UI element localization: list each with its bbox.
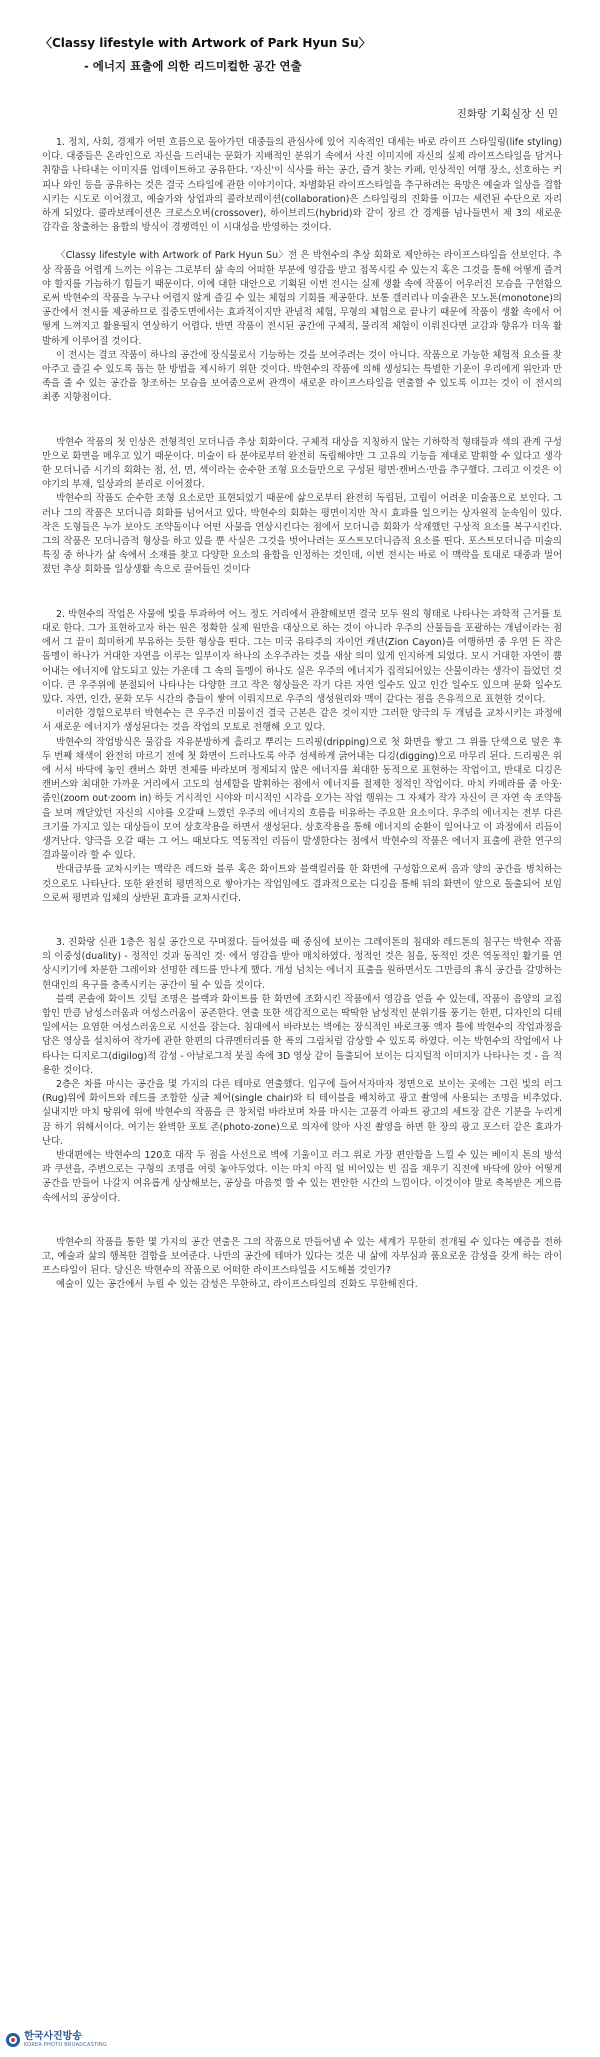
paragraph: 박현수의 작품도 순수한 조형 요소로만 표현되었기 때문에 삶으로부터 완전히 독립된, 고립이 어려운 미술품으로 보인다. 그러나 그의 작품은 모더니즘 회화를 넘어서고 있다. 박현수의 회화는 평면이지만 착시 효과를 일으키는 상자원적 눈속임이 있다. 작은 도형들은 누가 보아도 조약돌이나 어떤 사물을 연상시킨다는 점에서 모더니즘 회화가 삭제했던 구상적 요소를 복구시킨다. 그의 작품은 모더니즘적 형상을 하고 있을 뿐 사실은 그것을 벗어나려는 포스트모더니즘적 요소를 띤다. 포스트모더니즘 미술의 특징 중 하나가 삶 속에서 소재를 찾고 다양한 요소의 융합을 인정하는 것인데, 이번 전시는 바로 이 맥락을 토대로 대중과 멀어졌던 추상 회화를 일상생활 속으로 끌어들인 것이다 xyxy=(42,493,562,576)
paragraph: 예술이 있는 공간에서 누릴 수 있는 감성은 무한하고, 라이프스타일의 진화도 무한해진다. xyxy=(56,1279,418,1291)
paragraph: 2층은 차를 마시는 공간을 몇 가지의 다른 테마로 연출했다. 입구에 들어서자마자 정면으로 보이는 곳에는 그린 빛의 러그(Rug)위에 화이트와 레드를 조합한 싱글 체어(single chair)와 티 테이블을 배치하고 광고 촬영에 사용되는 조명을 비추었다. 실내지만 마치 땅위에 위에 박현수의 작품을 큰 창처럼 바라보며 차를 마시는 고품격 아파트 광고의 세트장 같은 기분을 누리게끔 하기 위해서이다. 여기는 완벽한 포토 존(photo-zone)으로 의자에 앉아 사진 촬영을 하면 한 장의 광고 포스터 같은 효과가 난다. xyxy=(42,1078,562,1147)
paragraph: 박현수 작품의 첫 인상은 전형적인 모더니즘 추상 회화이다. 구체적 대상을 지칭하지 않는 기하학적 형태들과 색의 관계 구성만으로 화면을 메우고 있기 때문이다. 미술이 타 분야로부터 완전히 독립해야만 그 고유의 기능을 제대로 발휘할 수 있다고 생각한 모더니즘 시기의 회화는 점, 선, 면, 색이라는 순수한 조형 요소들만으로 구성된 평면·캔버스·만을 추구했다. 그리고 이것은 이야기의 부재, 일상과의 분리로 이어졌다. xyxy=(42,436,562,491)
paragraph: 이러한 경험으로부터 박현수는 큰 우주건 미물이건 결국 근본은 같은 것이지만 그러한 양극의 두 개념을 교차시키는 과정에서 새로운 에너지가 생성된다는 것을 작업의 모토로 전행해 오고 있다. xyxy=(42,708,562,734)
paragraph: 블랙 콘솔에 화이트 깃털 조명은 블랙과 화이트를 한 화면에 조화시킨 작품에서 영감을 얻을 수 있는데, 작품이 음양의 교집합인 만큼 남성스러움과 여성스러움이 공존한다. 연출 또한 색감적으로는 딱딱한 남성적인 분위기를 풍기는 한편, 디자인의 디테일에서는 요염한 여성스러움으로 시선을 잡는다. 침대에서 바라보는 벽에는 장식적인 바로크풍 액자 틀에 박현수의 작업과정을 담은 영상을 설치하여 작가에 관한 한편의 다큐멘터리를 한 폭의 그림처럼 감상할 수 있도록 하였다. 이는 박현수의 작업에서 나타나는 디지로그(digilog)적 감성 - 아날로그적 붓질 속에 3D 영상 같이 돌출되어 보이는 디지털적 이미지가 나타나는 것 - 을 적용한 것이다. xyxy=(42,993,562,1076)
paragraph: 반대편에는 박현수의 120호 대작 두 점을 사선으로 벽에 기울이고 러그 위로 가장 편안함을 느낄 수 있는 베이지 톤의 방석과 쿠션을, 주변으로는 구형의 조명을 여럿 놓아두었다. 이는 마치 아직 덜 비어있는 빈 집을 채우기 직전에 바닥에 앉아 어떻게 공간을 만들어 나갈지 여유롭게 상상해보는, 공상을 마음껏 할 수 있는 편안한 시간의 느낌이다. 이것이야 말로 축복받은 게으름 속에서의 공상이다. xyxy=(42,1150,562,1204)
paragraph: 박현수의 작업방식은 물감을 자유분방하게 흘리고 뿌리는 드리핑(dripping)으로 첫 화면을 쌓고 그 위를 단색으로 덮은 후 두 번째 채색이 완전히 마르기 전에 첫 화면이 드러나도록 아주 섬세하게 긁어내는 디깅(digging)으로 마무리 된다. 드리핑은 위에 서서 바닥에 놓인 캔버스 화면 전체를 바라보며 정제되지 않은 에너지를 최대한 동적으로 표현하는 작업이고, 반대로 디깅은 캔버스와 최대한 가까운 거리에서 고도의 섬세함을 발휘하는 점에서 에너지를 절제한 정적인 작업이다. 마치 카메라를 줌 아웃·줌인(zoom out·zoom in) 하듯 거시적인 시야와 미시적인 시각을 오가는 작업 행위는 그 자체가 작가 자신이 큰 자연 속 조약돌을 보며 깨닫았던 자신의 시야를 오갈때 느꼈던 우주의 에너지의 흐름을 비유하는 주요한 요소이다. 우주의 에너지는 전부 다른 크기를 가지고 있는 대상들이 모여 상호작용을 하면서 생성된다. 상호작용을 통해 에너지의 순환이 일어나고 이 과정에서 리듬이 생겨난다. 양극을 오갈 때는 그 어느 때보다도 역동적인 리듬이 발생한다는 점에서 박현수의 작품은 에너지 표출에 관한 연구의 결과물이라 할 수 있다. xyxy=(42,736,562,862)
section-5 xyxy=(42,936,562,1206)
paragraph: 박현수의 작품을 통한 몇 가지의 공간 연출은 그의 작품으로 만들어낼 수 있는 세계가 무한히 전개될 수 있다는 예증을 전하고, 예술과 삶의 행복한 결합을 보여준다. 나만의 공간에 테마가 있다는 것은 내 삶에 자부심과 품요로운 감성을 갖게 하는 라이프스타일이 된다. 당신은 박현수의 작품으로 어떠한 라이프스타일을 시도해볼 것인가? xyxy=(42,1236,562,1277)
document-title: 〈Classy lifestyle with Artwork of Park Hyun Su〉 xyxy=(40,36,371,50)
logo-subtitle: KOREA PHOTO BROADCASTING xyxy=(24,2042,107,2048)
paragraph: 2. 박현수의 작업은 사물에 빛을 투과하여 어느 정도 거리에서 관찰해보면 결국 모두 원의 형태로 나타나는 과학적 근거를 토대로 한다. 그가 표현하고자 하는 원은 정확한 실제 원만을 대상으로 하는 것이 아니라 우주의 산물들을 포괄하는 개념이라는 점에서 그 끝이 희미하게 부유하는 듯한 형상을 띤다. 그는 미국 유타주의 자이언 캐년(Zion Cayon)을 여행하면 중 우연 든 작은 돌멩이 하나가 거대한 자연을 이루는 일부이자 하나의 소우주라는 것을 새삼 의미 있게 인지하게 되었다. 모시 거대한 자연이 뿜어내는 에너지에 압도되고 있는 가운데 그 속의 돌멩이 하나도 실은 우주의 에너지가 집적되어있는 산물이라는 생각이 들었던 것이다. 큰 우주위에 분절되어 나타나는 다양한 크고 작은 형상들은 각기 다른 자연 일수도 있고 인간 일수도 있으며 문화 일수도 있다. 자연, 인간, 문화 모두 시간의 층들이 쌓여 이뤄지므로 우주의 생성원리와 맥이 같다는 점을 은유적으로 표현한 것이다. xyxy=(42,608,562,705)
section-6 xyxy=(42,1236,562,1293)
section-4 xyxy=(42,608,562,906)
paragraph: 〈Classy lifestyle with Artwork of Park Hyun Su〉전 은 박현수의 추상 회화로 제안하는 라이프스타일을 선보인다. 추상 작품을 어렵게 느끼는 이유는 그로부터 삶 속의 어떠한 부분에 영감을 받고 접목시킬 수 있는지 혹은 그것을 통해 어떻게 즐겨야 할지를 가늠하기 힘들기 때문이다. 이에 대한 대안으로 기획된 이번 전시는 실제 생활 속에 작품이 어우러진 모습을 구현함으로써 박현수의 작품을 누구나 어렵지 않게 즐길 수 있는 체험의 기회를 제공한다. 보통 갤러리나 미술관은 모노톤(monotone)의 공간에서 전시를 제공하므로 집중도면에서는 효과적이지만 관념적 체험, 무형의 체험으로 끝나기 때문에 작품이 생활 속에서 어떻게 느껴지고 활용될지 연상하기 어렵다. 반면 작품이 전시된 공간에 구체적, 물리적 체험이 이뤄진다면 교감과 향유가 더욱 활발하게 이루어질 것이다. xyxy=(42,250,562,347)
author-byline: 진화랑 기획실장 신 민 xyxy=(456,108,558,120)
paragraph: 반대급부를 교차시키는 맥락은 레드와 블루 혹은 화이트와 블랙컬러를 한 화면에 구성함으로써 음과 양의 공간을 병치하는 것으로도 나타난다. 또한 완전히 평면적으로 쌓아가는 작업임에도 결과적으로는 디깅을 통해 뒤의 화면이 앞으로 돌출되어 보임으로써 평면과 입체의 상반된 효과를 교차시킨다. xyxy=(42,864,562,904)
document-subtitle: - 에너지 표출에 의한 리드미컬한 공간 연출 xyxy=(84,59,302,73)
section-2 xyxy=(42,249,562,405)
section-3 xyxy=(42,436,562,578)
article-body xyxy=(42,136,562,1293)
logo-name: 한국사진방송 xyxy=(24,2031,82,2042)
section-1 xyxy=(42,136,562,235)
logo-icon xyxy=(6,2033,20,2047)
paragraph: 1. 정치, 사회, 경제가 어떤 흐름으로 돌아가던 대중들의 관심사에 있어 지속적인 대세는 바로 라이프 스타일링(life styling)이다. 대중들은 온라인으로 자신을 드러내는 문화가 지배적인 분위기 속에서 사진 이미지에 자신의 실제 라이프스타일을 담거나 취향을 나타내는 이미지를 업데이트하고 공유한다. '자신'이 식사를 하는 공간, 즐겨 찾는 카페, 인상적인 여행 장소, 선호하는 커피나 와인 등을 공유하는 것은 결국 스타일에 관한 이야기이다. 차별화된 라이프스타일을 추구하려는 욕망은 예술과 일상을 결합시키는 시도로 이어졌고, 예술가와 상업과의 콜라보레이션(collaboration)은 스타일링의 진화를 이끄는 세련된 수단으로 자리하게 되었다. 콜라보레이션은 크로스오버(crossover), 하이브리드(hybrid)와 같이 장르 간 경계를 넘나들면서 제 3의 새로운 감각을 창출하는 융합의 방식이 경쟁력인 이 시대성을 반영하는 것이다. xyxy=(42,137,562,234)
broadcaster-logo xyxy=(6,2032,107,2048)
paragraph: 3. 진화랑 신관 1층은 침실 공간으로 꾸며졌다. 들어섰을 때 중심에 보이는 그레이톤의 침대와 레드톤의 침구는 박현수 작품의 이중성(duality) - 정적인 것과 동적인 것· 에서 영감을 받아 매치하였다. 정적인 것은 침을, 동적인 것은 역동적인 활기를 연상시키기에 차분한 그레이와 선명한 레드를 만나게 했다. 개성 넘치는 에너지 표출을 원하면서도 그만큼의 휴식 공간을 갈망하는 현대인의 욕구를 충족시키는 공간이 될 수 있을 것이다. xyxy=(42,936,562,991)
paragraph: 이 전시는 결코 작품이 하나의 공간에 장식물로서 기능하는 것을 보여주려는 것이 아니다. 작품으로 가능한 체험적 요소를 찾아주고 즐길 수 있도록 돕는 한 방법을 제시하기 위한 것이다. 박현수의 작품에 의해 생성되는 특별한 기운이 우리에게 위안과 만족을 줄 수 있는 공간을 창조하는 모습을 보여줌으로써 관객이 새로운 라이프스타일을 연출할 수 있도록 이끄는 것이 이 전시의 최종 지향점이다. xyxy=(42,349,562,404)
